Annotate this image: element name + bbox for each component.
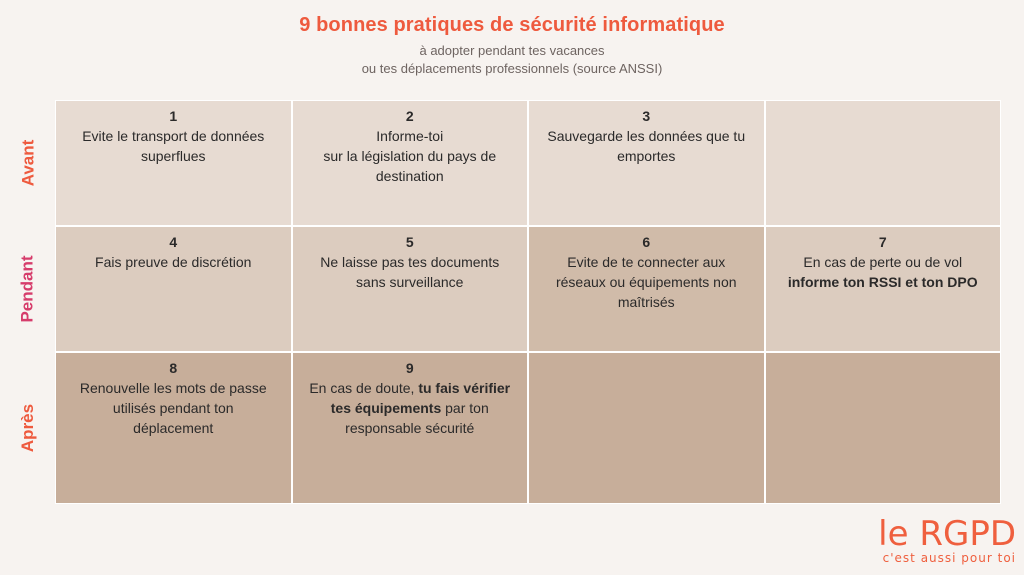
practice-text: Sauvegarde les données que tu bbox=[547, 128, 746, 144]
practice-cell-9 bbox=[292, 352, 529, 504]
brand-logo bbox=[878, 514, 1016, 565]
practice-text: utilisés pendant ton bbox=[112, 400, 234, 416]
practice-text: En cas de doute, tu fais vérifier bbox=[309, 380, 511, 396]
practice-text: responsable sécurité bbox=[345, 420, 475, 436]
practice-text: sans surveillance bbox=[356, 274, 464, 290]
row-label-pendant bbox=[4, 226, 52, 352]
page-title: 9 bonnes pratiques de sécurité informatique bbox=[299, 14, 725, 36]
practice-number: 6 bbox=[642, 234, 651, 250]
practice-text: réseaux ou équipements non bbox=[555, 274, 737, 290]
practice-cell-7 bbox=[765, 226, 1002, 352]
row-label-apres bbox=[4, 352, 52, 504]
practice-number: 2 bbox=[405, 108, 414, 124]
practice-text: destination bbox=[375, 168, 444, 184]
row-label-avant bbox=[4, 100, 52, 226]
practices-grid bbox=[55, 100, 1001, 504]
practice-cell-6 bbox=[528, 226, 765, 352]
practice-cell-5 bbox=[292, 226, 529, 352]
practice-number: 7 bbox=[878, 234, 887, 250]
empty-cell bbox=[765, 352, 1002, 504]
practice-text: Evite le transport de données bbox=[82, 128, 265, 144]
practice-text: maîtrisés bbox=[617, 294, 675, 310]
row-label-apres-text: Après bbox=[18, 403, 37, 453]
practice-text: Evite de te connecter aux bbox=[567, 254, 726, 270]
practice-text: Renouvelle les mots de passe bbox=[79, 380, 267, 396]
practice-cell-1 bbox=[55, 100, 292, 226]
practice-text-bold: informe ton RSSI et ton DPO bbox=[787, 274, 978, 290]
practice-text: Informe-toi bbox=[376, 128, 444, 144]
row-label-avant-text: Avant bbox=[17, 139, 37, 187]
practice-text: En cas de perte ou de vol bbox=[803, 254, 963, 270]
subtitle-line-2: ou tes déplacements professionnels (source ANSSI) bbox=[361, 61, 663, 76]
practice-text: Ne laisse pas tes documents bbox=[320, 254, 500, 270]
subtitle-line-1: à adopter pendant tes vacances bbox=[419, 43, 605, 58]
practice-text: Fais preuve de discrétion bbox=[95, 254, 252, 270]
practice-number: 9 bbox=[405, 360, 414, 376]
practice-number: 8 bbox=[169, 360, 178, 376]
logo-main-text: le RGPD bbox=[878, 514, 1016, 554]
practice-number: 1 bbox=[169, 108, 178, 124]
practice-cell-8 bbox=[55, 352, 292, 504]
empty-cell bbox=[528, 352, 765, 504]
practice-text: superflues bbox=[140, 148, 206, 164]
practice-cell-3 bbox=[528, 100, 765, 226]
empty-cell bbox=[765, 100, 1002, 226]
practice-text: déplacement bbox=[133, 420, 214, 436]
practice-number: 4 bbox=[169, 234, 178, 250]
logo-tagline: c'est aussi pour toi bbox=[882, 551, 1016, 565]
practice-cell-4 bbox=[55, 226, 292, 352]
practice-cell-2 bbox=[292, 100, 529, 226]
practice-text: tes équipements par ton bbox=[330, 400, 489, 416]
row-label-pendant-text: Pendant bbox=[18, 255, 37, 323]
practice-number: 5 bbox=[405, 234, 414, 250]
practice-number: 3 bbox=[642, 108, 651, 124]
practice-text: sur la législation du pays de bbox=[323, 148, 497, 164]
practice-text: emportes bbox=[617, 148, 676, 164]
